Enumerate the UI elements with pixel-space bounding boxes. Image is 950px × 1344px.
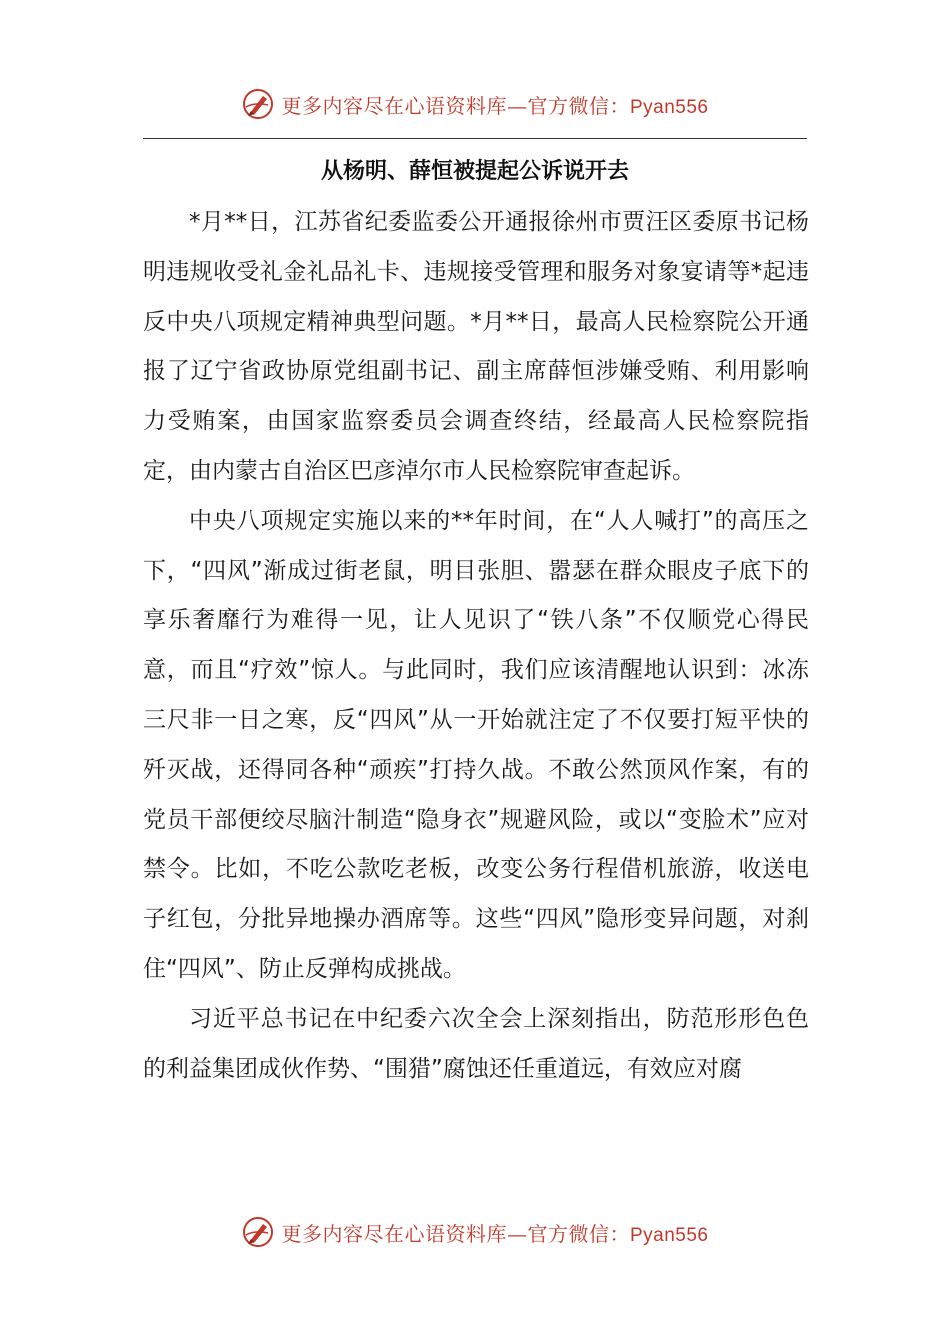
paragraph: 习近平总书记在中纪委六次全会上深刻指出，防范形形色色的利益集团成伙作势、“围猎”腐蚀还任重道远，有效应对腐 [143, 1005, 809, 1082]
wechat-id: Pyan556 [629, 1224, 709, 1246]
header-banner [0, 82, 950, 126]
header-divider [143, 138, 807, 139]
paragraph: 中央八项规定实施以来的**年时间，在“人人喊打”的高压之下，“四风”渐成过街老鼠，明目张胆、嚣瑟在群众眼皮子底下的享乐奢靡行为难得一见，让人见识了“铁八条”不仅顺党心得民意，而且“疗效”惊人。与此同时，我们应该清醒地认识到：冰冻三尺非一日之寒，反“四风”从一开始就注定了不仅要打短平快的歼灭战，还得同各种“顽疾”打持久战。不敢公然顶风作案，有的党员干部便绞尽脑汁制造“隐身衣”规避风险，或以“变脸术”应对禁令。比如，不吃公款吃老板，改变公务行程借机旅游，收送电子红包，分批异地操办酒席等。这些“四风”隐形变异问题，对刹住“四风”、防止反弹构成挑战。 [143, 507, 809, 982]
banner-label: 更多内容尽在心语资料库—官方微信： [281, 93, 630, 118]
banner-text [281, 1218, 708, 1247]
banner-text [281, 90, 708, 119]
footer-banner [0, 1210, 950, 1254]
pen-nib-icon [241, 1215, 275, 1249]
banner-label: 更多内容尽在心语资料库—官方微信： [281, 1221, 630, 1246]
document-body [143, 198, 809, 1094]
pen-nib-icon [241, 87, 275, 121]
document-title: 从杨明、薛恒被提起公诉说开去 [320, 159, 629, 184]
wechat-id: Pyan556 [629, 96, 709, 118]
paragraph: *月**日，江苏省纪委监委公开通报徐州市贾汪区委原书记杨明违规收受礼金礼品礼卡、违规接受管理和服务对象宴请等*起违反中央八项规定精神典型问题。*月**日，最高人民检察院公开通报了辽宁省政协原党组副书记、副主席薛恒涉嫌受贿、利用影响力受贿案，由国家监察委员会调查终结，经最高人民检察院指定，由内蒙古自治区巴彦淖尔市人民检察院审查起诉。 [143, 209, 809, 484]
